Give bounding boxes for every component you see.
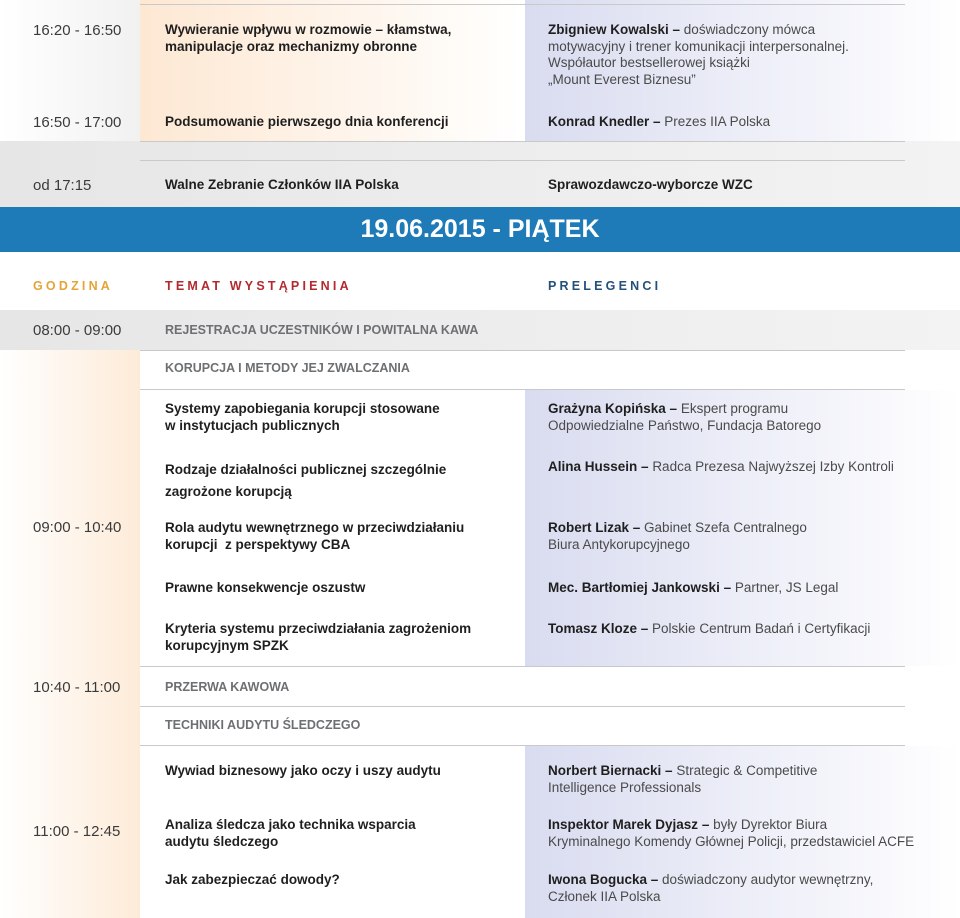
- row-divider: [140, 666, 905, 667]
- section-title: TECHNIKI AUDYTU ŚLEDCZEGO: [165, 718, 361, 732]
- session-speaker: [548, 459, 894, 476]
- row-divider: [140, 389, 905, 390]
- speaker-name: Inspektor Marek Dyjasz –: [548, 817, 710, 832]
- speaker-role: Ekspert programu Odpowiedzialne Państwo, Fundacja Batorego: [548, 401, 822, 433]
- speaker-name: Zbigniew Kowalski –: [548, 22, 681, 37]
- speaker-name: Norbert Biernacki –: [548, 763, 673, 778]
- speaker-name: Mec. Bartłomiej Jankowski –: [548, 580, 732, 595]
- speaker-name: Iwona Bogucka –: [548, 872, 659, 887]
- speaker-role: Prezes IIA Polska: [664, 114, 771, 129]
- session-speaker: [548, 580, 838, 597]
- speaker-role: Radca Prezesa Najwyższej Izby Kontroli: [652, 459, 894, 474]
- row-divider: [140, 160, 905, 161]
- session-time: 08:00 - 09:00: [33, 322, 122, 339]
- speaker-role: Polskie Centrum Badań i Certyfikacji: [652, 621, 871, 636]
- speaker-name: Tomasz Kloze –: [548, 621, 649, 636]
- session-time: 16:50 - 17:00: [33, 114, 122, 131]
- speaker-role: Gabinet Szefa Centralnego Biura Antykorupcyjnego: [548, 520, 807, 552]
- speaker-role: doświadczony audytor wewnętrzny, Członek IIA Polska: [548, 872, 874, 904]
- gray-row-band: [0, 310, 960, 350]
- day-banner: [0, 207, 960, 252]
- session-topic: Rodzaje działalności publicznej szczególnie zagrożone korupcją: [165, 462, 447, 499]
- speaker-name: Robert Lizak –: [548, 520, 641, 535]
- session-topic: Rola audytu wewnętrznego w przeciwdziałaniu korupcji z perspektywy CBA: [165, 520, 465, 552]
- session-topic: Prawne konsekwencje oszustw: [165, 580, 366, 595]
- gray-row-band: [0, 141, 960, 207]
- speaker-role: Partner, JS Legal: [734, 580, 839, 595]
- column-header-speakers: PRELEGENCI: [548, 279, 662, 293]
- session-speaker: [548, 177, 753, 194]
- speaker-role: Strategic & Competitive Intelligence Professionals: [548, 763, 818, 795]
- session-speaker: [548, 520, 807, 553]
- speaker-role: były Dyrektor Biura Kryminalnego Komendy Głównej Policji, przedstawiciel ACFE: [548, 817, 915, 849]
- session-speaker: [548, 114, 770, 131]
- session-topic: Wywieranie wpływu w rozmowie – kłamstwa, manipulacje oraz mechanizmy obronne: [165, 22, 452, 54]
- session-topic: Wywiad biznesowy jako oczy i uszy audytu: [165, 763, 441, 778]
- speaker-name: Grażyna Kopińska –: [548, 401, 678, 416]
- speaker-name: Alina Hussein –: [548, 459, 649, 474]
- session-topic: Jak zabezpieczać dowody?: [165, 872, 340, 887]
- row-divider: [140, 4, 905, 5]
- speaker-name: Sprawozdawczo-wyborcze WZC: [548, 177, 753, 192]
- break-label: PRZERWA KAWOWA: [165, 680, 290, 694]
- session-time: 16:20 - 16:50: [33, 22, 122, 39]
- row-divider: [140, 706, 905, 707]
- session-time: 10:40 - 11:00: [33, 679, 121, 696]
- column-header-topic: TEMAT WYSTĄPIENIA: [165, 279, 352, 293]
- session-time: od 17:15: [33, 177, 92, 194]
- session-speaker: [548, 817, 914, 850]
- session-topic: Podsumowanie pierwszego dnia konferencji: [165, 114, 449, 129]
- row-divider: [140, 350, 905, 351]
- session-speaker: [548, 872, 873, 905]
- session-time: 11:00 - 12:45: [33, 823, 121, 840]
- column-header-time: GODZINA: [33, 279, 114, 293]
- speaker-role: doświadczony mówca motywacyjny i trener komunikacji interpersonalnej. Współautor bestsellerowej książki „Mount Everest Biznesu”: [548, 22, 849, 87]
- session-topic: Systemy zapobiegania korupcji stosowane w instytucjach publicznych: [165, 401, 440, 433]
- registration-label: REJESTRACJA UCZESTNIKÓW I POWITALNA KAWA: [165, 323, 479, 337]
- session-speaker: [548, 763, 817, 796]
- session-speaker: [548, 22, 849, 88]
- day-banner-title: 19.06.2015 - PIĄTEK: [360, 215, 600, 243]
- session-speaker: [548, 401, 821, 434]
- speaker-name: Konrad Knedler –: [548, 114, 661, 129]
- session-speaker: [548, 621, 870, 638]
- session-topic: Walne Zebranie Członków IIA Polska: [165, 177, 399, 192]
- row-divider: [140, 745, 905, 746]
- session-time: 09:00 - 10:40: [33, 519, 122, 536]
- section-title: KORUPCJA I METODY JEJ ZWALCZANIA: [165, 361, 410, 375]
- row-divider: [140, 141, 905, 142]
- session-topic: Analiza śledcza jako technika wsparcia audytu śledczego: [165, 817, 416, 849]
- session-topic: Kryteria systemu przeciwdziałania zagrożeniom korupcyjnym SPZK: [165, 621, 472, 653]
